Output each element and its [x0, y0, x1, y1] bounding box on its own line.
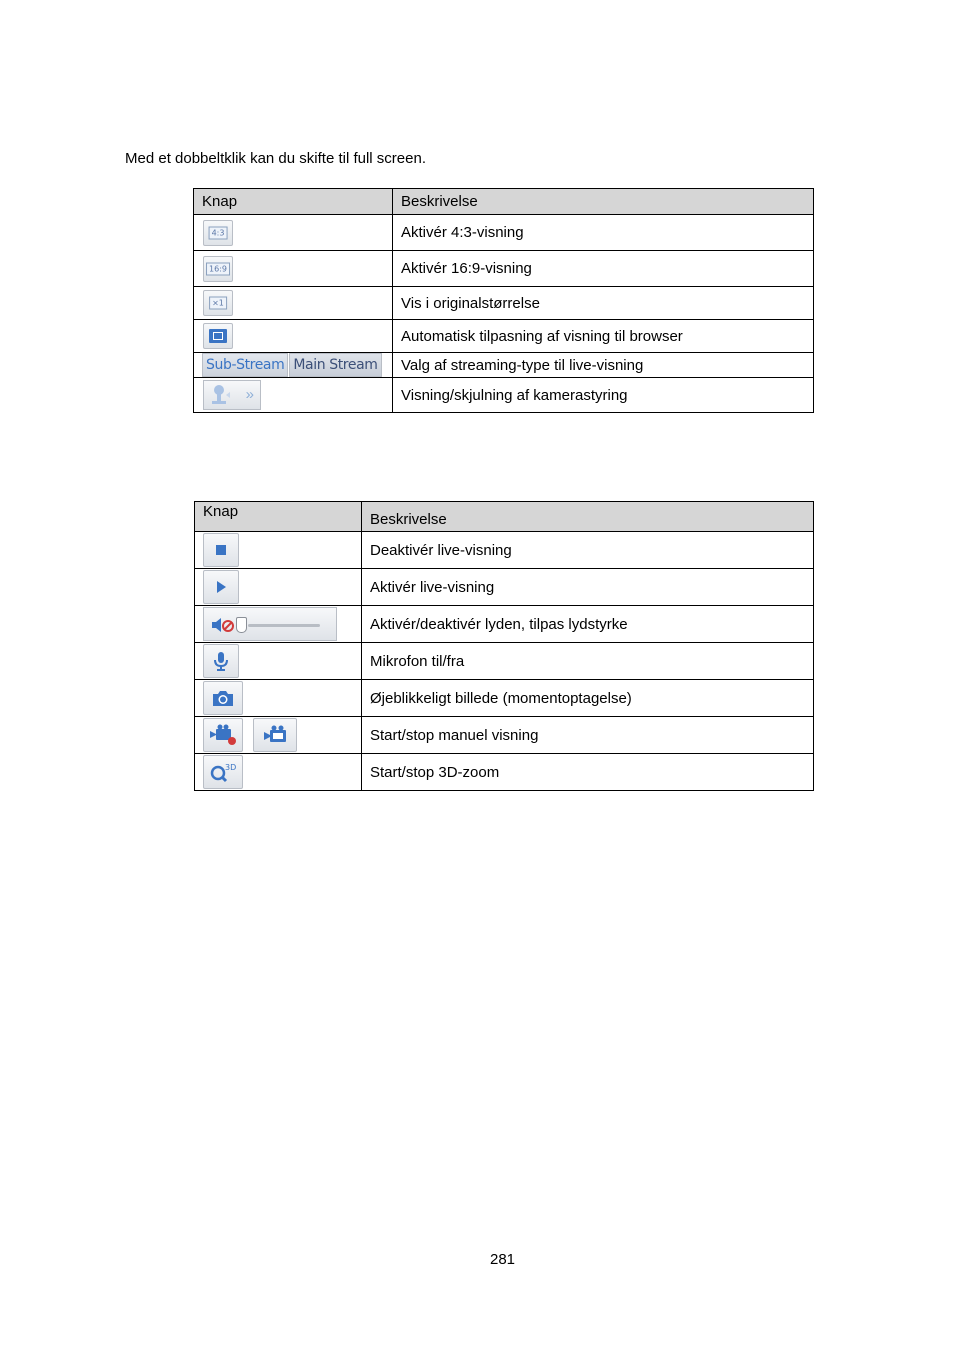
- description-cell: Mikrofon til/fra: [362, 643, 814, 680]
- live-controls-table: [194, 501, 814, 791]
- stop-icon[interactable]: [203, 533, 239, 567]
- volume-slider-icon[interactable]: [203, 607, 337, 641]
- table-row: [194, 378, 814, 413]
- table-header-row: [195, 502, 814, 532]
- table-row: [195, 754, 814, 791]
- button-cell: [195, 680, 362, 717]
- description-cell: Automatisk tilpasning af visning til browser: [393, 320, 814, 353]
- button-cell: [194, 215, 393, 251]
- volume-slider-knob[interactable]: [236, 617, 247, 633]
- sub-stream-button[interactable]: Sub-Stream: [202, 353, 288, 377]
- table-row: [195, 532, 814, 569]
- button-cell: [195, 532, 362, 569]
- button-cell: [195, 717, 362, 754]
- table-row: [195, 643, 814, 680]
- table-row: [195, 569, 814, 606]
- description-cell: Valg af streaming-type til live-visning: [393, 353, 814, 378]
- table-header-row: [194, 189, 814, 215]
- svg-text:3D: 3D: [225, 763, 237, 772]
- button-cell: [194, 378, 393, 413]
- header-beskrivelse: Beskrivelse: [362, 502, 814, 532]
- view-buttons-table: [193, 188, 814, 413]
- description-cell: Aktivér 4:3-visning: [393, 215, 814, 251]
- button-cell: [194, 320, 393, 353]
- aspect-16-9-icon[interactable]: 16:9: [203, 256, 233, 282]
- description-cell: Vis i originalstørrelse: [393, 287, 814, 320]
- table-row: [195, 717, 814, 754]
- original-size-icon[interactable]: ×1: [203, 290, 233, 316]
- play-icon[interactable]: [203, 570, 239, 604]
- intro-text: Med et dobbeltklik kan du skifte til full screen.: [125, 150, 426, 167]
- description-cell: Start/stop manuel visning: [362, 717, 814, 754]
- header-knap: Knap: [195, 502, 362, 532]
- fit-to-browser-icon[interactable]: [203, 323, 233, 349]
- camera-snapshot-icon[interactable]: [203, 681, 243, 715]
- volume-track: [248, 624, 320, 627]
- record-start-icon[interactable]: [203, 718, 243, 752]
- description-cell: Start/stop 3D-zoom: [362, 754, 814, 791]
- button-cell: [194, 353, 393, 378]
- button-cell: [195, 569, 362, 606]
- header-knap: Knap: [194, 189, 393, 215]
- aspect-4-3-icon[interactable]: 4:3: [203, 220, 233, 246]
- table-row: [195, 680, 814, 717]
- description-cell: Deaktivér live-visning: [362, 532, 814, 569]
- zoom-3d-icon[interactable]: [203, 755, 243, 789]
- page-number: 281: [490, 1251, 516, 1268]
- table-row: [194, 287, 814, 320]
- table-row: [194, 353, 814, 378]
- button-cell: [195, 643, 362, 680]
- description-cell: Visning/skjulning af kamerastyring: [393, 378, 814, 413]
- button-cell: [195, 754, 362, 791]
- button-cell: [195, 606, 362, 643]
- button-cell: [194, 251, 393, 287]
- table-row: [194, 251, 814, 287]
- record-stop-icon[interactable]: [253, 718, 297, 752]
- description-cell: Øjeblikkeligt billede (momentoptagelse): [362, 680, 814, 717]
- description-cell: Aktivér/deaktivér lyden, tilpas lydstyrke: [362, 606, 814, 643]
- main-stream-button[interactable]: Main Stream: [289, 353, 381, 377]
- description-cell: Aktivér live-visning: [362, 569, 814, 606]
- table-row: [194, 215, 814, 251]
- table-row: [195, 606, 814, 643]
- table-row: [194, 320, 814, 353]
- header-beskrivelse: Beskrivelse: [393, 189, 814, 215]
- button-cell: [194, 287, 393, 320]
- microphone-icon[interactable]: [203, 644, 239, 678]
- ptz-control-icon[interactable]: »: [203, 380, 261, 410]
- description-cell: Aktivér 16:9-visning: [393, 251, 814, 287]
